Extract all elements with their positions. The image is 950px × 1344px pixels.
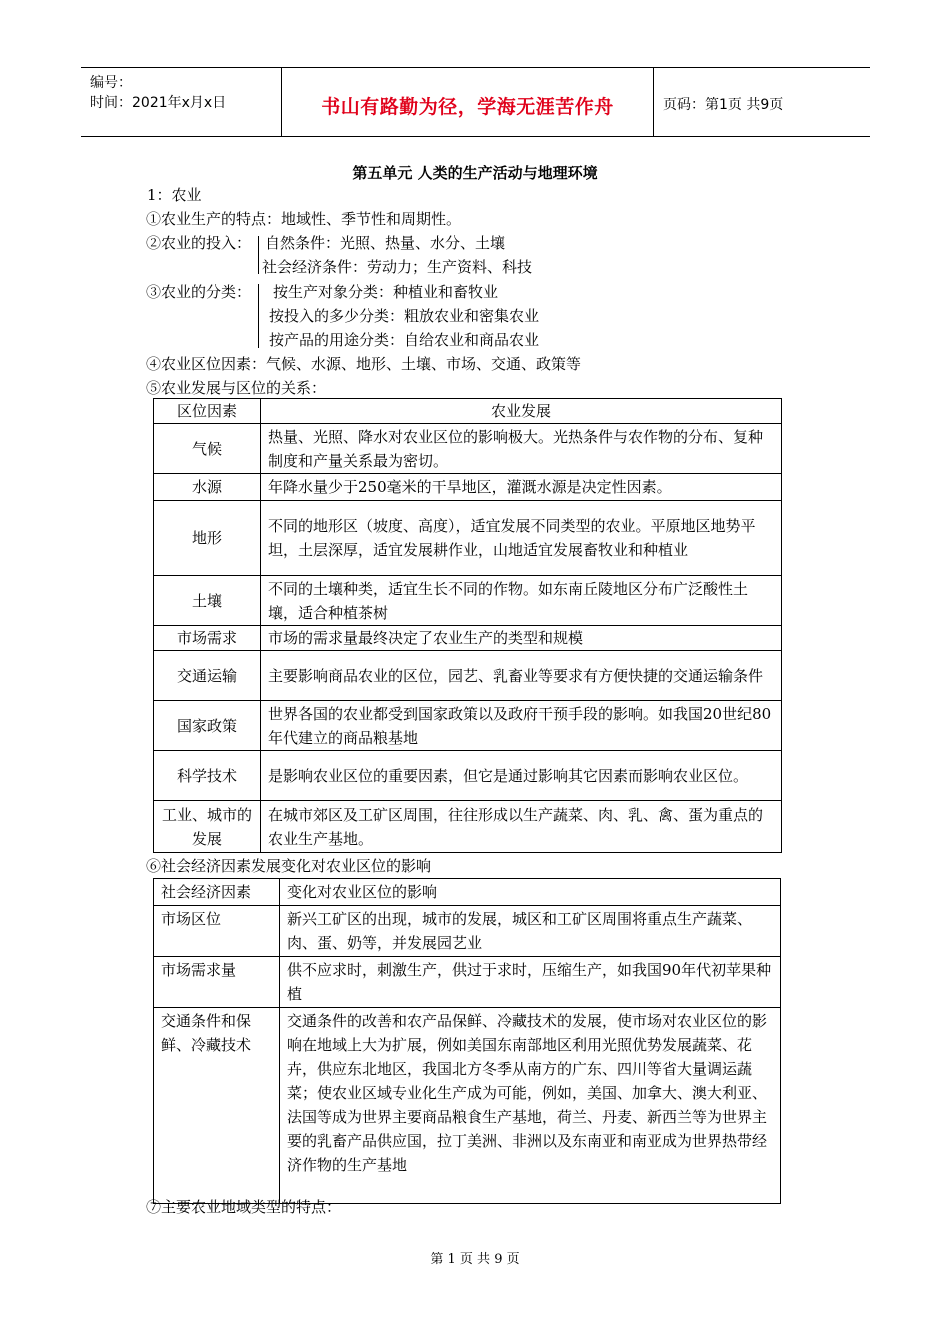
- brace-bracket: [258, 284, 259, 348]
- description-cell: 供不应求时，刺激生产，供过于求时，压缩生产，如我国90年代初苹果种植: [280, 957, 781, 1008]
- table-header-cell: 变化对农业区位的影响: [280, 879, 781, 906]
- factor-cell: 工业、城市的发展: [154, 801, 261, 853]
- description-cell: 热量、光照、降水对农业区位的影响极大。光热条件与农作物的分布、复种制度和产量关系最为密切。: [261, 424, 782, 474]
- page-footer: 第 1 页 共 9 页: [430, 1252, 520, 1267]
- factor-cell: 交通运输: [154, 651, 261, 701]
- description-cell: 市场的需求量最终决定了农业生产的类型和规模: [261, 626, 782, 651]
- text-line: ④农业区位因素：气候、水源、地形、土壤、市场、交通、政策等: [146, 355, 582, 373]
- description-cell: 在城市郊区及工矿区周围，往往形成以生产蔬菜、肉、乳、禽、蛋为重点的农业生产基地。: [261, 801, 782, 853]
- description-cell: 交通条件的改善和农产品保鲜、冷藏技术的发展，使市场对农业区位的影响在地域上大为扩展，例如美国东南部地区利用光照优势发展蔬菜、花卉，供应东北地区，我国北方冬季从南方的广东、四川等省大量调运蔬菜；使农业区域专业化生产成为可能，例如，美国、加拿大、澳大利亚、法国等成为世界主要商品粮食生产基地，荷兰、丹麦、新西兰等为世界主要的乳畜产品供应国，拉丁美洲、非洲以及东南亚和南亚成为世界热带经济作物的生产基地: [280, 1008, 781, 1204]
- time-label: 时间：2021年x月x日: [90, 95, 227, 111]
- text-line: ⑤农业发展与区位的关系：: [146, 379, 327, 397]
- table-header-cell: 区位因素: [154, 399, 261, 424]
- description-cell: 是影响农业区位的重要因素，但它是通过影响其它因素而影响农业区位。: [261, 751, 782, 801]
- factor-cell: 土壤: [154, 576, 261, 626]
- text-line: ⑥社会经济因素发展变化对农业区位的影响: [146, 857, 432, 875]
- factor-cell: 水源: [154, 474, 261, 501]
- page-info: 页码：第1页 共9页: [663, 97, 784, 113]
- table-row: [154, 1008, 781, 1204]
- factor-cell: 科学技术: [154, 751, 261, 801]
- location-factors-table: [153, 398, 782, 853]
- text-line: 按产品的用途分类：自给农业和商品农业: [269, 331, 540, 349]
- description-cell: 年降水量少于250毫米的干旱地区，灌溉水源是决定性因素。: [261, 474, 782, 501]
- brace-bracket: [258, 236, 259, 274]
- section-heading: 1：农业: [147, 186, 202, 204]
- factor-cell: 市场区位: [154, 906, 280, 957]
- factor-cell: 市场需求: [154, 626, 261, 651]
- table-row: [154, 751, 782, 801]
- table-header-row: [154, 879, 781, 906]
- table-header-row: [154, 399, 782, 424]
- factor-cell: 地形: [154, 501, 261, 576]
- text-line: 自然条件：光照、热量、水分、土壤: [265, 234, 506, 252]
- description-cell: 不同的土壤种类，适宜生长不同的作物。如东南丘陵地区分布广泛酸性土壤，适合种植茶树: [261, 576, 782, 626]
- text-line: 社会经济条件：劳动力；生产资料、科技: [262, 258, 533, 276]
- text-line: 按投入的多少分类：粗放农业和密集农业: [269, 307, 540, 325]
- table-row: [154, 501, 782, 576]
- table-row: [154, 626, 782, 651]
- description-cell: 世界各国的农业都受到国家政策以及政府干预手段的影响。如我国20世纪80年代建立的商品粮基地: [261, 701, 782, 751]
- description-cell: 不同的地形区（坡度、高度），适宜发展不同类型的农业。平原地区地势平坦，土层深厚，适宜发展耕作业，山地适宜发展畜牧业和种植业: [261, 501, 782, 576]
- table-row: [154, 701, 782, 751]
- description-cell: 主要影响商品农业的区位，园艺、乳畜业等要求有方便快捷的交通运输条件: [261, 651, 782, 701]
- table-header-cell: 社会经济因素: [154, 879, 280, 906]
- description-cell: 新兴工矿区的出现，城市的发展，城区和工矿区周围将重点生产蔬菜、肉、蛋、奶等，并发展园艺业: [280, 906, 781, 957]
- header-meta-cell: [81, 68, 282, 136]
- table-row: [154, 424, 782, 474]
- header-motto-cell: [282, 68, 654, 136]
- text-line: ①农业生产的特点：地域性、季节性和周期性。: [146, 210, 462, 228]
- text-line: ③农业的分类：: [146, 283, 252, 301]
- factor-cell: 市场需求量: [154, 957, 280, 1008]
- text-line: ⑦主要农业地域类型的特点：: [146, 1198, 342, 1216]
- table-row: [154, 801, 782, 853]
- table-row: [154, 957, 781, 1008]
- number-label: 编号：: [90, 75, 132, 91]
- factor-cell: 交通条件和保鲜、冷藏技术: [154, 1008, 280, 1204]
- text-line: 按生产对象分类：种植业和畜牧业: [273, 283, 499, 301]
- factor-cell: 国家政策: [154, 701, 261, 751]
- table-row: [154, 576, 782, 626]
- table-row: [154, 906, 781, 957]
- text-line: ②农业的投入：: [146, 234, 252, 252]
- motto-text: 书山有路勤为径，学海无涯苦作舟: [321, 96, 614, 118]
- socioeconomic-factors-table: [153, 878, 781, 1204]
- header-page-cell: [654, 68, 870, 136]
- table-row: [154, 651, 782, 701]
- table-row: [154, 474, 782, 501]
- table-header-cell: 农业发展: [261, 399, 782, 424]
- factor-cell: 气候: [154, 424, 261, 474]
- page-header: [81, 67, 870, 137]
- page-title: 第五单元 人类的生产活动与地理环境: [352, 164, 598, 182]
